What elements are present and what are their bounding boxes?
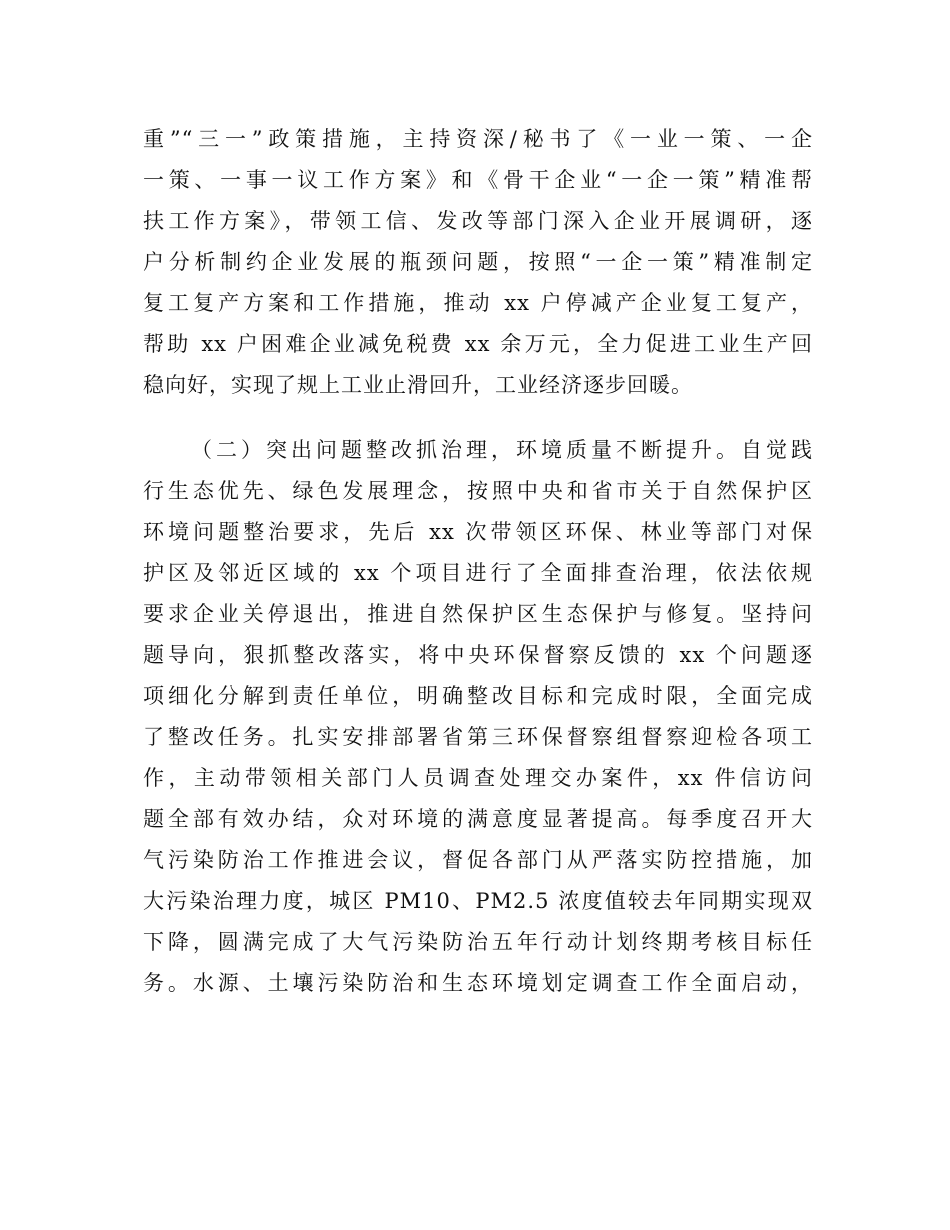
paragraph-environment-rectification: [143, 430, 813, 1004]
text-line: 题全部有效办结，众对环境的满意度显著提高。每季度召开大: [143, 807, 813, 831]
text-line: 务。水源、土壤污染防治和生态环境划定调查工作全面启动，: [143, 971, 813, 995]
paragraph-industry-recovery: [143, 119, 813, 406]
text-line: 下降，圆满完成了大气污染防治五年行动计划终期考核目标任: [143, 930, 813, 954]
text-line: 重”“三一”政策措施，主持资深/秘书了《一业一策、一企: [143, 127, 813, 151]
text-line: 扶工作方案》，带领工信、发改等部门深入企业开展调研，逐: [143, 209, 813, 233]
section-heading-line: （二）突出问题整改抓治理，环境质量不断提升。自觉践: [191, 438, 813, 462]
text-line: 项细化分解到责任单位，明确整改目标和完成时限，全面完成: [143, 684, 813, 708]
text-line: 一策、一事一议工作方案》和《骨干企业“一企一策”精准帮: [143, 168, 813, 192]
text-line: 户分析制约企业发展的瓶颈问题，按照“一企一策”精准制定: [143, 250, 813, 274]
text-line: 了整改任务。扎实安排部署省第三环保督察组督察迎检各项工: [143, 725, 813, 749]
text-line: 复工复产方案和工作措施，推动 xx 户停减产企业复工复产，: [143, 291, 813, 315]
text-line: 气污染防治工作推进会议，督促各部门从严落实防控措施，加: [143, 848, 813, 872]
text-line: 环境问题整治要求，先后 xx 次带领区环保、林业等部门对保: [143, 520, 813, 544]
text-line: 稳向好，实现了规上工业止滑回升，工业经济逐步回暖。: [143, 373, 693, 397]
text-line: 护区及邻近区域的 xx 个项目进行了全面排查治理，依法依规: [143, 561, 813, 585]
text-line: 要求企业关停退出，推进自然保护区生态保护与修复。坚持问: [143, 602, 813, 626]
text-line: 大污染治理力度，城区 PM10、PM2.5 浓度值较去年同期实现双: [143, 889, 813, 913]
text-line: 作，主动带领相关部门人员调查处理交办案件，xx 件信访问: [143, 766, 813, 790]
text-line: 帮助 xx 户困难企业减免税费 xx 余万元，全力促进工业生产回: [143, 332, 813, 356]
text-line: 行生态优先、绿色发展理念，按照中央和省市关于自然保护区: [143, 479, 813, 503]
text-line: 题导向，狠抓整改落实，将中央环保督察反馈的 xx 个问题逐: [143, 643, 813, 667]
